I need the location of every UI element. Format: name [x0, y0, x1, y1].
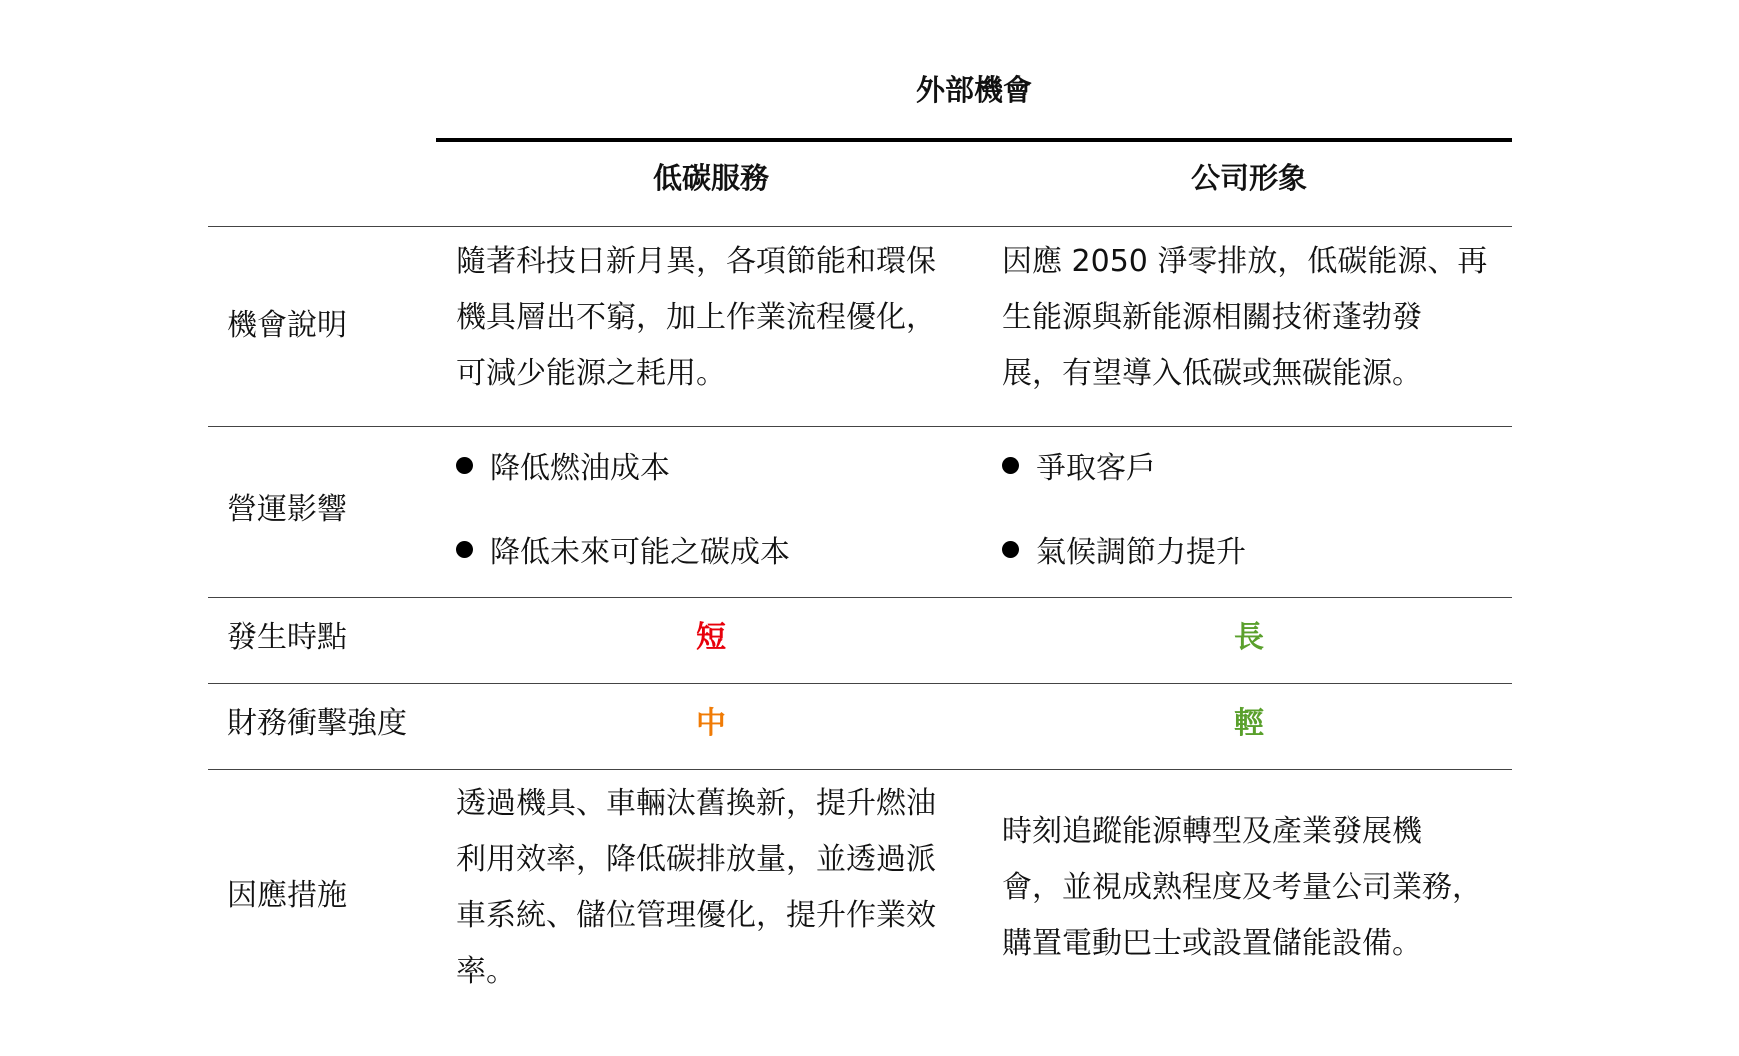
group-header: 外部機會 [915, 73, 1032, 107]
description-low-carbon-cell [456, 234, 976, 402]
row-divider [208, 597, 1512, 598]
text-line: 利用效率，降低碳排放量，並透過派 [456, 842, 936, 877]
financial-corporate-image-rating: 輕 [1234, 706, 1264, 741]
row-label-response: 因應措施 [227, 878, 347, 913]
row-label-description: 機會說明 [227, 308, 347, 343]
text-line: 隨著科技日新月異，各項節能和環保 [456, 244, 936, 279]
timing-low-carbon-rating: 短 [696, 620, 726, 655]
text-line: 展，有望導入低碳或無碳能源。 [1002, 356, 1422, 391]
bullet-text: 氣候調節力提升 [1036, 535, 1246, 570]
text-line: 可減少能源之耗用。 [456, 356, 726, 391]
response-corporate-image-cell [1002, 804, 1512, 972]
text-line: 購置電動巴士或設置儲能設備。 [1002, 926, 1422, 961]
text-line: 透過機具、車輛汰舊換新，提升燃油 [456, 786, 936, 821]
timing-corporate-image-rating: 長 [1234, 620, 1264, 655]
text-line: 因應 2050 淨零排放，低碳能源、再 [1002, 244, 1488, 279]
bullet-dot-icon [1002, 541, 1019, 558]
row-divider [208, 426, 1512, 427]
bullet-text: 降低燃油成本 [490, 451, 670, 486]
impact-bullet-item [1002, 443, 1156, 487]
row-label-financial-impact: 財務衝擊強度 [227, 706, 407, 741]
text-line: 機具層出不窮，加上作業流程優化， [456, 300, 936, 335]
bullet-dot-icon [456, 541, 473, 558]
financial-low-carbon-rating: 中 [696, 706, 726, 741]
column-header-corporate-image: 公司形象 [1190, 161, 1307, 195]
header-thick-rule [436, 138, 1512, 142]
text-line: 會，並視成熟程度及考量公司業務， [1002, 870, 1482, 905]
row-label-timing: 發生時點 [227, 620, 347, 655]
bullet-dot-icon [456, 457, 473, 474]
text-line: 生能源與新能源相關技術蓬勃發 [1002, 300, 1422, 335]
bullet-text: 降低未來可能之碳成本 [490, 535, 790, 570]
impact-bullet-item [456, 443, 670, 487]
row-divider [208, 226, 1512, 227]
text-line: 時刻追蹤能源轉型及產業發展機 [1002, 814, 1422, 849]
text-line: 車系統、儲位管理優化，提升作業效 [456, 898, 936, 933]
impact-bullet-item [1002, 527, 1246, 571]
row-divider [208, 769, 1512, 770]
response-low-carbon-cell [456, 776, 976, 1000]
bullet-text: 爭取客戶 [1036, 451, 1156, 486]
description-corporate-image-cell [1002, 234, 1512, 402]
column-header-low-carbon: 低碳服務 [652, 161, 769, 195]
row-label-impact: 營運影響 [227, 492, 347, 527]
bullet-dot-icon [1002, 457, 1019, 474]
impact-bullet-item [456, 527, 790, 571]
text-line: 率。 [456, 954, 516, 989]
row-divider [208, 683, 1512, 684]
